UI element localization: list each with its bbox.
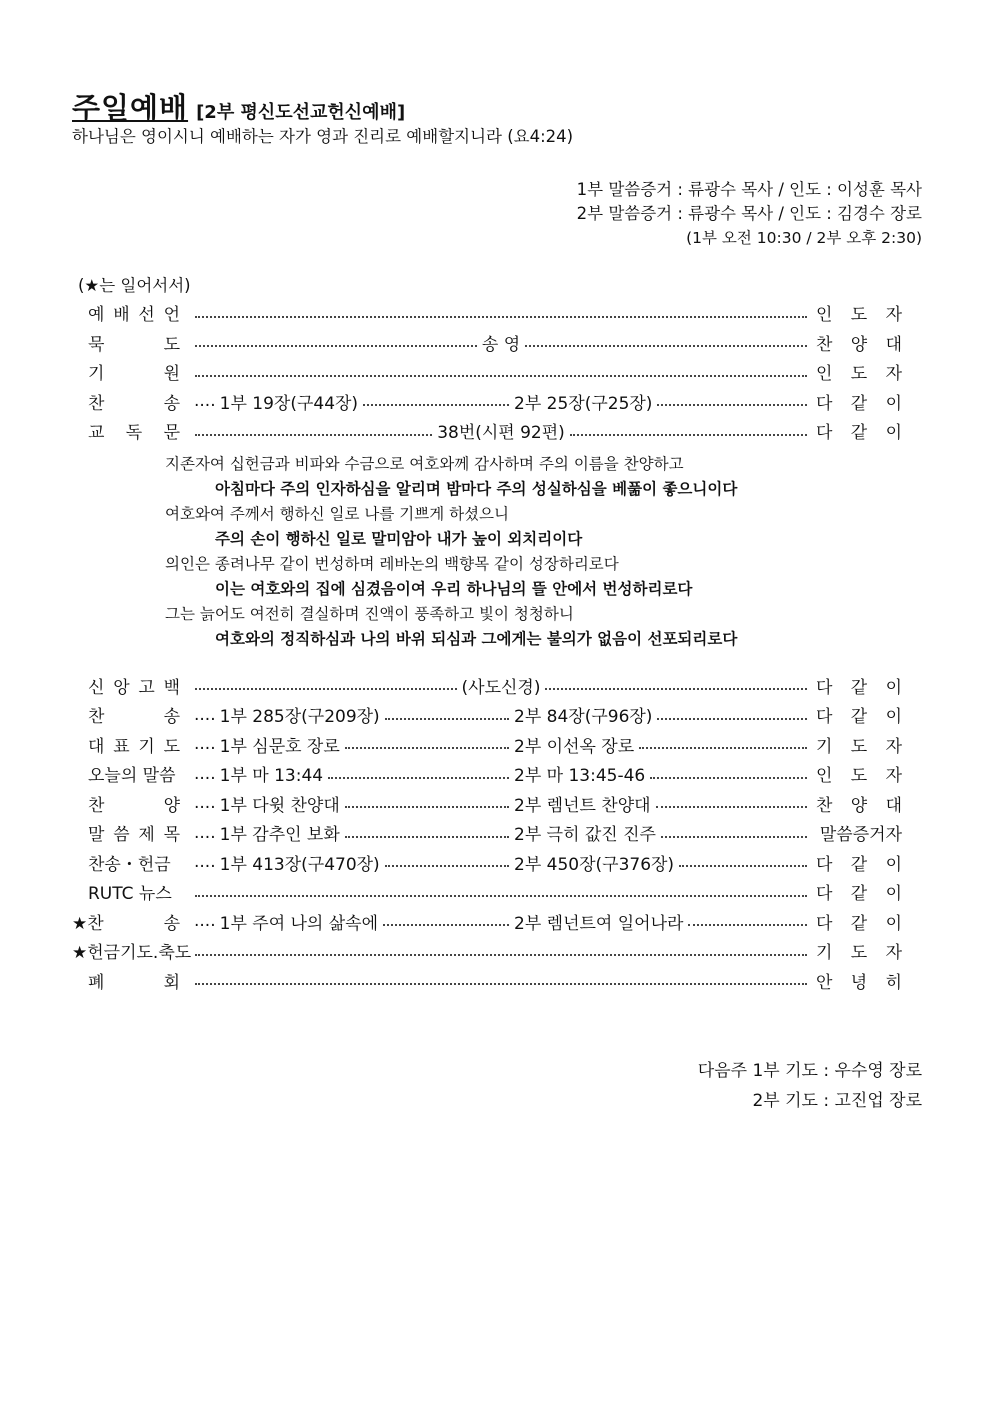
row-content — [192, 946, 810, 956]
dot-leader — [650, 777, 807, 779]
responsible-part: 대 — [885, 795, 902, 816]
dot-leader — [195, 434, 432, 436]
row-label — [72, 673, 192, 698]
responsible-part: 다 — [816, 677, 833, 698]
service-row — [72, 298, 902, 328]
reading-response: 주의 손이 행하신 일로 말미암아 내가 높이 외치리이다 — [215, 530, 583, 548]
responsible-part: 자 — [885, 364, 902, 385]
row-label — [72, 702, 192, 727]
responsible-part: 인 — [816, 766, 833, 787]
dot-leader — [345, 806, 509, 808]
row-content — [192, 367, 810, 377]
reading-leader: 지존자여 십헌금과 비파와 수금으로 여호와께 감사하며 주의 이름을 찬양하고 — [165, 455, 684, 473]
row-label-part: 제 — [138, 825, 155, 846]
part-2-text: 2부 극히 값진 진주 — [514, 825, 656, 846]
row-label-part: 신 — [88, 677, 105, 698]
part-2-text: 2부 25장(구25장) — [514, 393, 653, 414]
service-row — [72, 848, 902, 878]
responsible-part: 도 — [850, 305, 868, 326]
row-responsible — [810, 732, 902, 757]
row-part-1 — [192, 732, 512, 757]
part-1-text: 1부 19장(구44장) — [219, 393, 359, 414]
next-week-prayer — [698, 1056, 922, 1116]
responsible-part: 자 — [885, 766, 902, 787]
row-label — [72, 330, 192, 355]
dot-leader — [195, 688, 457, 690]
responsible-part: 도 — [850, 736, 868, 757]
dot-leader — [525, 345, 807, 347]
dot-prefix: .... — [194, 822, 216, 843]
responsible-part: 히 — [885, 972, 902, 993]
row-content — [192, 850, 810, 875]
reading-leader: 그는 늙어도 여전히 결실하며 진액이 풍족하고 빛이 청청하니 — [165, 605, 574, 623]
responsible-part: 찬 — [816, 795, 833, 816]
responsible-part: 이 — [885, 707, 902, 728]
responsible-part: 다 — [816, 707, 833, 728]
dot-leader — [657, 718, 807, 720]
row-label-part: 찬송・헌금 — [88, 854, 171, 875]
row-label-part: 씀 — [113, 825, 130, 846]
row-content — [192, 673, 810, 698]
service-row — [72, 328, 902, 358]
dot-leader — [656, 806, 807, 808]
responsible-part: 찬 — [816, 334, 833, 355]
row-label-part: 찬 — [88, 707, 105, 728]
row-label — [72, 359, 192, 384]
row-label-part: 송 — [163, 913, 180, 934]
responsible-part: 이 — [885, 393, 902, 414]
service-row — [72, 700, 902, 730]
service-row — [72, 789, 902, 819]
order-rows-part-2 — [72, 671, 902, 996]
row-center-text: (사도신경) — [461, 677, 541, 698]
service-row — [72, 818, 902, 848]
next-week-line-2: 2부 기도 : 고진업 장로 — [752, 1091, 922, 1111]
dot-leader — [657, 404, 807, 406]
row-responsible — [810, 938, 902, 963]
row-label — [72, 389, 192, 414]
row-label-part: 기 — [88, 364, 105, 385]
row-content — [192, 909, 810, 934]
part-1-text: 1부 413장(구470장) — [219, 854, 380, 875]
part-1-text: 1부 285장(구209장) — [219, 707, 380, 728]
responsible-part: 인 — [816, 364, 833, 385]
responsible-part: 양 — [850, 795, 868, 816]
row-part-1 — [192, 850, 512, 875]
row-content — [192, 308, 810, 318]
dot-prefix: .... — [194, 911, 216, 932]
dot-leader — [639, 747, 807, 749]
row-label-part: 송 — [163, 707, 180, 728]
row-label-part: 문 — [163, 423, 180, 444]
service-row — [72, 907, 902, 937]
row-responsible — [810, 418, 902, 443]
row-responsible — [810, 850, 902, 875]
responsible-part: 같 — [850, 677, 868, 698]
row-responsible — [810, 330, 902, 355]
responsible-part: 기 — [816, 736, 833, 757]
responsible-part: 기 — [816, 943, 833, 964]
row-part-1 — [192, 389, 512, 414]
row-label-part: 예 — [88, 305, 105, 326]
service-row — [72, 936, 902, 966]
service-row — [72, 357, 902, 387]
reading-response: 이는 여호와의 집에 심겼음이여 우리 하나님의 뜰 안에서 번성하리로다 — [215, 580, 693, 598]
speaker-info — [577, 178, 922, 250]
row-label-part: 송 — [163, 393, 180, 414]
service-row — [72, 730, 902, 760]
responsible-part: 이 — [885, 913, 902, 934]
row-responsible — [810, 879, 902, 904]
row-label-part: 백 — [163, 677, 180, 698]
responsible-part: 말씀증거자 — [819, 825, 902, 846]
dot-leader — [363, 404, 509, 406]
row-content — [192, 791, 810, 816]
responsible-part: 이 — [885, 677, 902, 698]
row-responsible — [810, 359, 902, 384]
row-part-1 — [192, 820, 512, 845]
responsible-part: 같 — [850, 423, 868, 444]
row-label — [72, 300, 192, 325]
part-2-text: 2부 84장(구96장) — [514, 707, 653, 728]
row-label — [72, 938, 192, 963]
dot-leader — [661, 836, 807, 838]
row-label-part: 기 — [138, 736, 155, 757]
service-row — [72, 759, 902, 789]
row-label-part: 원 — [163, 364, 180, 385]
row-label-part: ★찬 — [72, 913, 104, 934]
speaker-line-1: 1부 말씀증거 : 류광수 목사 / 인도 : 이성훈 목사 — [576, 180, 922, 199]
reading-response: 여호와의 정직하심과 나의 바위 되심과 그에게는 불의가 없음이 선포되리로다 — [215, 630, 738, 648]
row-label-part: 말 — [88, 825, 105, 846]
row-label-part: 선 — [138, 305, 155, 326]
dot-prefix: .... — [194, 852, 216, 873]
responsible-part: 이 — [885, 854, 902, 875]
dot-leader — [385, 865, 509, 867]
dot-leader — [195, 345, 477, 347]
row-center-text: 송 영 — [481, 334, 521, 355]
responsible-part: 자 — [885, 305, 902, 326]
row-label-part: 도 — [163, 334, 180, 355]
standing-note: (★는 일어서서) — [78, 276, 191, 295]
service-row — [72, 416, 902, 446]
row-content — [192, 820, 810, 845]
dot-leader — [195, 983, 807, 985]
order-rows-part-1 — [72, 298, 902, 446]
part-2-text: 2부 이선옥 장로 — [514, 736, 635, 757]
row-label-part: 교 — [88, 423, 105, 444]
row-responsible — [810, 673, 902, 698]
reading-leader: 의인은 종려나무 같이 번성하며 레바논의 백향목 같이 성장하리로다 — [165, 555, 619, 573]
row-responsible — [810, 389, 902, 414]
part-1-text: 1부 심문호 장로 — [219, 736, 340, 757]
reading-response: 아침마다 주의 인자하심을 알리며 밤마다 주의 성실하심을 베풂이 좋으니이다 — [215, 480, 738, 498]
row-label-part: 찬 — [88, 795, 105, 816]
service-row — [72, 877, 902, 907]
row-label — [72, 732, 192, 757]
responsible-part: 양 — [850, 334, 868, 355]
part-1-text: 1부 감추인 보화 — [219, 825, 340, 846]
responsible-part: 다 — [816, 393, 833, 414]
dot-leader — [328, 777, 509, 779]
dot-leader — [345, 836, 509, 838]
dot-leader — [385, 718, 509, 720]
dot-leader — [345, 747, 509, 749]
row-label-part: 대 — [88, 736, 105, 757]
row-content — [192, 732, 810, 757]
row-label — [72, 418, 192, 443]
row-label-part: 찬 — [88, 393, 105, 414]
row-label-part: 배 — [113, 305, 130, 326]
part-2-text: 2부 렘넌트여 일어나라 — [514, 913, 684, 934]
row-label-part: ★헌금기도.축도 — [72, 943, 192, 964]
row-content — [192, 389, 810, 414]
row-label-part: 회 — [163, 972, 180, 993]
row-label-part: 도 — [163, 736, 180, 757]
service-times: (1부 오전 10:30 / 2부 오후 2:30) — [686, 229, 922, 247]
row-responsible — [810, 761, 902, 786]
row-label-part: RUTC 뉴스 — [88, 884, 172, 905]
speaker-line-2: 2부 말씀증거 : 류광수 목사 / 인도 : 김경수 장로 — [576, 204, 922, 223]
row-label-part: 목 — [163, 825, 180, 846]
dot-prefix: .... — [194, 793, 216, 814]
row-part-1 — [192, 702, 512, 727]
row-label — [72, 968, 192, 993]
responsible-part: 자 — [885, 943, 902, 964]
part-2-text: 2부 렘넌트 찬양대 — [514, 795, 651, 816]
row-label — [72, 909, 192, 934]
row-content — [192, 975, 810, 985]
row-label-part: 앙 — [113, 677, 130, 698]
responsible-part: 도 — [850, 766, 868, 787]
responsible-part: 같 — [850, 707, 868, 728]
row-responsible — [810, 968, 902, 993]
row-content — [192, 761, 810, 786]
responsive-reading — [165, 452, 737, 652]
row-label-part: 언 — [163, 305, 180, 326]
dot-leader — [195, 954, 807, 956]
responsible-part: 녕 — [850, 972, 868, 993]
row-label-part: 묵 — [88, 334, 105, 355]
row-part-1 — [192, 761, 512, 786]
responsible-part: 대 — [885, 334, 902, 355]
dot-leader — [679, 865, 807, 867]
dot-prefix: .... — [194, 763, 216, 784]
responsible-part: 자 — [885, 736, 902, 757]
service-row — [72, 671, 902, 701]
responsible-part: 같 — [850, 393, 868, 414]
row-part-1 — [192, 909, 512, 934]
responsible-part: 다 — [816, 884, 833, 905]
responsible-part: 이 — [885, 884, 902, 905]
part-2-text: 2부 마 13:45-46 — [514, 766, 646, 787]
row-label — [72, 820, 192, 845]
dot-leader — [383, 924, 509, 926]
part-1-text: 1부 마 13:44 — [219, 766, 324, 787]
row-content — [192, 887, 810, 897]
responsible-part: 안 — [816, 972, 833, 993]
service-row — [72, 966, 902, 996]
row-content — [192, 418, 810, 443]
row-label — [72, 761, 192, 786]
row-content — [192, 330, 810, 355]
dot-leader — [688, 924, 807, 926]
scripture-verse: 하나님은 영이시니 예배하는 자가 영과 진리로 예배할지니라 (요4:24) — [72, 127, 574, 146]
part-1-text: 1부 다윗 찬양대 — [219, 795, 340, 816]
part-1-text: 1부 주여 나의 삶속에 — [219, 913, 379, 934]
responsible-part: 같 — [850, 854, 868, 875]
bulletin-header — [72, 86, 405, 127]
responsible-part: 도 — [850, 943, 868, 964]
row-responsible — [810, 702, 902, 727]
service-subtitle: [2부 평신도선교헌신예배] — [196, 102, 406, 123]
responsible-part: 이 — [885, 423, 902, 444]
responsible-part: 같 — [850, 884, 868, 905]
row-center-text: 38번(시편 92편) — [437, 423, 565, 444]
responsible-part: 다 — [816, 423, 833, 444]
responsible-part: 도 — [850, 364, 868, 385]
responsible-part: 같 — [850, 913, 868, 934]
row-responsible — [810, 909, 902, 934]
row-label-part: 양 — [163, 795, 180, 816]
dot-leader — [570, 434, 807, 436]
row-label-part: 독 — [125, 423, 143, 444]
dot-leader — [195, 895, 807, 897]
part-2-text: 2부 450장(구376장) — [514, 854, 675, 875]
next-week-line-1: 다음주 1부 기도 : 우수영 장로 — [697, 1061, 922, 1081]
row-label-part: 폐 — [88, 972, 105, 993]
responsible-part: 다 — [816, 913, 833, 934]
row-label-part: 표 — [113, 736, 130, 757]
row-responsible — [810, 300, 902, 325]
responsible-part: 다 — [816, 854, 833, 875]
row-responsible — [810, 791, 902, 816]
dot-prefix: .... — [194, 391, 216, 412]
row-part-1 — [192, 791, 512, 816]
row-label — [72, 791, 192, 816]
row-label — [72, 850, 192, 875]
row-label-part: 고 — [138, 677, 155, 698]
reading-leader: 여호와여 주께서 행하신 일로 나를 기쁘게 하셨으니 — [165, 505, 509, 523]
dot-leader — [545, 688, 807, 690]
service-row — [72, 387, 902, 417]
responsible-part: 인 — [816, 305, 833, 326]
dot-prefix: .... — [194, 704, 216, 725]
page-title: 주일예배 — [72, 91, 189, 125]
row-label — [72, 879, 192, 904]
dot-leader — [195, 316, 807, 318]
row-responsible — [810, 820, 902, 845]
dot-leader — [195, 375, 807, 377]
row-label-part: 오늘의 말씀 — [88, 766, 176, 787]
dot-prefix: .... — [194, 734, 216, 755]
row-content — [192, 702, 810, 727]
